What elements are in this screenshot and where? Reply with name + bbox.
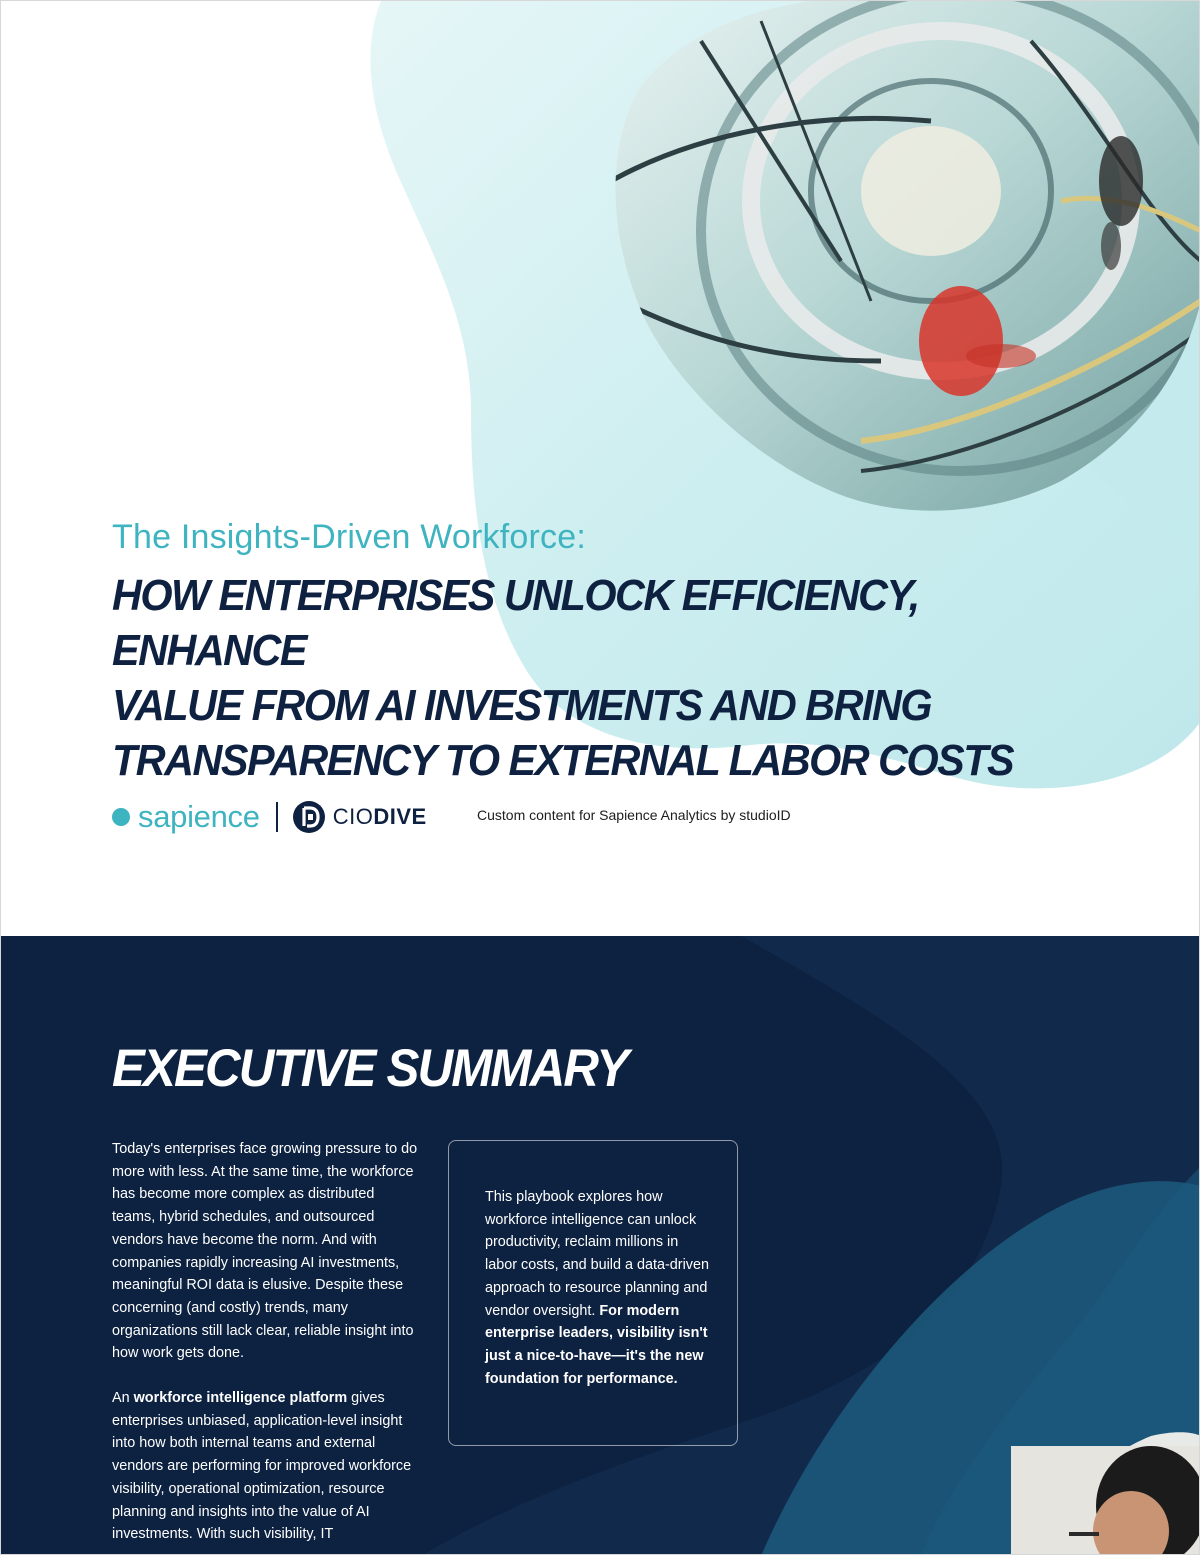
sapience-dot-icon	[112, 808, 130, 826]
cio-word-prefix: CIO	[332, 804, 374, 829]
executive-summary-section	[1, 936, 1200, 1555]
summary-column	[112, 1138, 418, 1555]
cio-dive-mark-icon	[292, 800, 326, 834]
person-photo	[1011, 1446, 1200, 1555]
brand-logos	[112, 797, 427, 837]
p2-start: An	[112, 1390, 134, 1407]
cio-dive-wordmark	[333, 804, 427, 830]
executive-summary-title: EXECUTIVE SUMMARY	[112, 1039, 628, 1098]
cio-word-bold: DIVE	[373, 804, 427, 829]
cover-subtitle: The Insights-Driven Workforce:	[112, 518, 586, 556]
logo-divider	[276, 802, 278, 832]
cover-headline	[112, 568, 1071, 788]
cio-dive-logo	[292, 800, 427, 834]
summary-paragraph-2	[112, 1387, 418, 1546]
callout-box	[448, 1140, 738, 1446]
sapience-logo	[112, 799, 260, 835]
callout-text	[485, 1186, 713, 1390]
p2-bold: workforce intelligence platform	[133, 1390, 348, 1407]
callout-bold: For modern enterprise leaders, visibility isn't just a nice-to-have—it's the new foundation for performance.	[485, 1302, 708, 1387]
cover-background-art	[1, 1, 1200, 936]
p2-rest: gives enterprises unbiased, application-level insight into how both internal teams and external vendors are performing for improved workforce visibility, operational optimization, resource planning and insights into the value of AI investments. With such visibility, IT	[112, 1390, 412, 1543]
summary-paragraph-1: Today's enterprises face growing pressure to do more with less. At the same time, the workforce has become more complex as distributed teams, hybrid schedules, and outsourced vendors have become the norm. And with companies rapidly increasing AI investments, meaningful ROI data is elusive. Despite these concerning (and costly) trends, many organizations still lack clear, reliable insight into how work gets done.	[112, 1141, 418, 1362]
custom-content-note: Custom content for Sapience Analytics by studioID	[477, 807, 791, 823]
headline-line-2: VALUE FROM AI INVESTMENTS AND BRING	[112, 681, 932, 730]
headline-line-3: TRANSPARENCY TO EXTERNAL LABOR COSTS	[112, 736, 1014, 785]
sapience-wordmark: sapience	[138, 799, 260, 834]
cover-section	[1, 1, 1200, 936]
headline-line-1: HOW ENTERPRISES UNLOCK EFFICIENCY, ENHANCE	[112, 571, 919, 675]
callout-body: This playbook explores how workforce intelligence can unlock productivity, reclaim millions in labor costs, and build a data-driven approach to resource planning and vendor oversight.	[485, 1189, 709, 1319]
